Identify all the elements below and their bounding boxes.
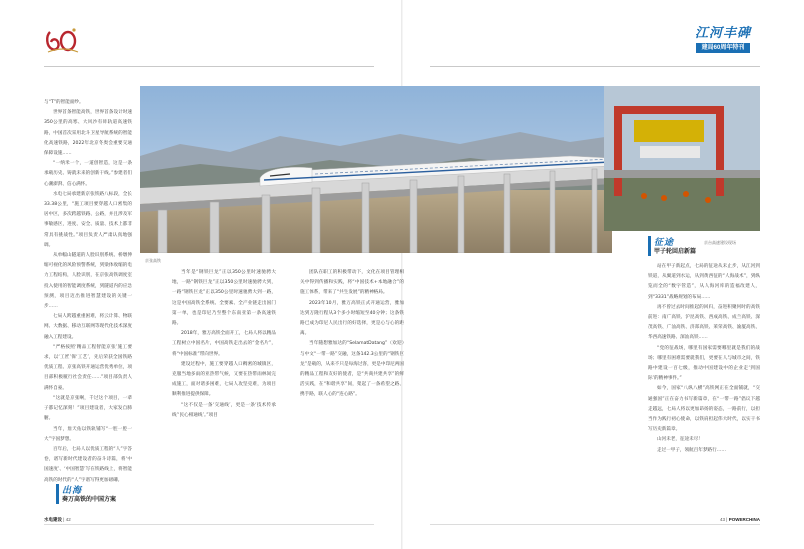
footer-rule-left xyxy=(44,524,374,525)
paragraph: 建设过程中，施工要穿越人口稠密的城镇区，克服当地多雨的亚热带气候，又要在热带雨林间完成施工，面对诸多困难，七局人攻坚克难，为项目顺利推进提供保障。 xyxy=(172,361,276,398)
footer-left: 水电建设 | 42 xyxy=(44,517,71,522)
badge-title: 江河丰碑 xyxy=(694,25,751,40)
paragraph: 团队在职工的积极带动下，文化在项目管理相关中得到传播和实践，将“中国技术+本地融合”的施工体系，带来了“共生发展”的精神格局。 xyxy=(300,270,404,296)
paragraph: 2018年，雅万高铁全面开工，七局人将以精品工程树立中国名片，中国高铁走出去的“金名片”，将“中国标准”带向世界。 xyxy=(172,331,276,357)
paragraph: “这就是京张啊，千过这个项目，一辈子都记忆深刻！”项目建设者，大家发自肺腑。 xyxy=(44,395,132,422)
paragraph: 站在甲子新起点，七局的征途从未止步，从江河到铁道，从翼道到水运，从到黄西征的“人海战术”，到纵览而全的“数字管造”，从人海河库的造福改建人，到“3331”战略规划的布局…… xyxy=(648,264,760,300)
paragraph: 当年，詹天佑以铁轨铺写“一腔一腔一大”字国梦想。 xyxy=(44,426,132,442)
header-rule-left xyxy=(44,66,374,67)
paragraph: “这不仅是一条‘交通线’，更是一条‘技术传承线’‘民心相通线’。”项目 xyxy=(172,402,276,418)
section-keyword: 征途 xyxy=(654,237,675,247)
text-column-2 xyxy=(172,268,276,508)
section-heading-journey xyxy=(648,236,748,260)
paragraph: 当年随想雅加达的“SelamatDatang”（欢迎）与中文“一带一路”交融，这条142.3公里的“钢铁巨龙”是载的，从来不只是每海过客，更是中印尼两国的精品工程和友好的使者，是“共商共建共享”的鲜活实践，在“和谐共享”间，架起了一条希望之路、携手路，联人心的“连心路”。 xyxy=(300,341,404,398)
paragraph: 世界首条智能高铁，世界首条设计时速350公里的高寒、大风沙有砟轨道高速铁路，中国首次采用北斗卫星导航系统的智能化高速铁路，2022年北京冬奥会重要交通保障设施…… xyxy=(44,110,132,157)
badge-subtitle: 建局60周年特刊 xyxy=(696,43,750,53)
paragraph: 山河未老，征途未尽！ xyxy=(657,437,703,443)
paragraph: 再不曾过去时间推起的回归，奋进积聚何时的高铁前进：南广高铁、沪昆高铁、西成高铁、成兰高铁、深茂高铁、广汕高铁、济郑高铁、莱荣高铁、渝厦高铁、华西高速铁路、深汕高铁…… xyxy=(648,304,760,341)
special-issue-badge xyxy=(690,22,756,56)
paragraph: “严格按照‘精品工程智能京张’施工要求，以‘工匠’保‘工艺’，先后荣获全国铁路优质工程、京张高铁开通运营优秀单位，项目部积极履行社会责任……”项目部负责人满怀自豪。 xyxy=(44,344,132,391)
header-rule-right xyxy=(430,66,760,67)
text-column-4 xyxy=(648,262,760,512)
photo-caption: 京张高铁 xyxy=(145,258,161,263)
paragraph: 与“T”的智能面纱。 xyxy=(44,100,84,105)
paragraph: “党的征战场，哪里有国家需要哪里就是我们的战场；哪里有困难需要就我们，更要在人与城市之间，铁路中建设一百七级，推动中国建设中的企业走‘到国际’的精神事件。” xyxy=(648,345,760,382)
anniversary-logo-icon xyxy=(44,26,80,54)
page-number-left: 42 xyxy=(65,517,71,522)
paragraph: 七局人跨越重重困难，将云计算、物联网、大数据、移动互联网等现代化技术深度融入工程建设。 xyxy=(44,314,132,340)
paragraph: 水电七局承建新京张铁路八标段，全长33.38公里，“施工项目要穿越人口密集的居中区，多次跨越铁路、公路，并且涉及军事敏感区，进度、安全、质量、技术上都非常具有挑战性。”项目负责人严肃认真地强调。 xyxy=(44,191,132,248)
section-bar xyxy=(56,484,59,504)
section-title: 奏万高铁的中国方案 xyxy=(62,497,117,503)
section-keyword: 出海 xyxy=(62,485,83,495)
paragraph: 从单幅山隧道的人脸识别系统、桥墩伸缩可视化的风险预警系统，到梁体收缩的电力工程结构，人脸识别，在京张高铁调度室投入使用的智能调度系统，到隧道内的应急预测，项目迈出推进智慧建设的关键一步…… xyxy=(44,253,132,310)
section-title: 甲子轮回启新篇 xyxy=(654,249,697,255)
footer-rule-right xyxy=(430,524,760,525)
section-bar xyxy=(648,236,651,256)
text-column-1 xyxy=(44,98,132,508)
text-column-3 xyxy=(300,268,404,508)
page-number-right: 43 xyxy=(720,517,726,522)
section-heading-overseas xyxy=(56,484,156,508)
footer-right: 43 | POWERCHINA xyxy=(720,517,760,522)
construction-site-photo xyxy=(604,86,760,231)
paragraph: 2023年10月，雅万高铁正式开通运营，雅加达到万隆行程从3个多小时缩短至40分钟；这条铁路已成为印尼人民出行的好选择，更是心与心的距离。 xyxy=(300,300,404,337)
side-photo-caption: 京台高速建设现场 xyxy=(704,240,736,245)
paragraph: 如今，国家“八纵八横”高铁网正在全面铺就，“交通强国”正在奋力书写新篇章，在“一带一路”倡议下越走越远，七局人将以更加昂扬的姿态，一路前行，以担当作为践行初心使命，以铁肩担起伟大时代，以实干书写历史新篇章。 xyxy=(648,386,760,433)
paragraph: “一纳米一个，一道创智造，这是一条承载历史、铸就未来的创新干线。”参建者们心潮澎湃、信心满怀。 xyxy=(44,161,132,187)
high-speed-train-photo xyxy=(140,86,612,253)
footer-brand-left: 水电建设 xyxy=(44,517,62,522)
paragraph: 百年后，七局人以优质工程的“人”字答卷，谱写新时代建设者的奋斗诗篇，将‘中国速度’、‘中国智慧’写在铁路线上，将智能高铁的时代的“人”字谱写得更加磅礴。 xyxy=(44,446,132,483)
footer-brand-right: POWERCHINA xyxy=(728,517,760,522)
paragraph: 当年是“钢铁巨龙”正以350公里时速驰骋大地，一路“钢铁巨龙”正以350公里时速驰骋大到，一路“钢铁巨龙”正以350公里时速驰骋大到一路，这是中国高铁全系统、全要素、全产业链走出国门第一单，也是印尼乃至整个东南亚第一条高速铁路。 xyxy=(172,270,276,327)
paragraph: 走过一甲子，领航百年梦路行…… xyxy=(657,447,726,453)
